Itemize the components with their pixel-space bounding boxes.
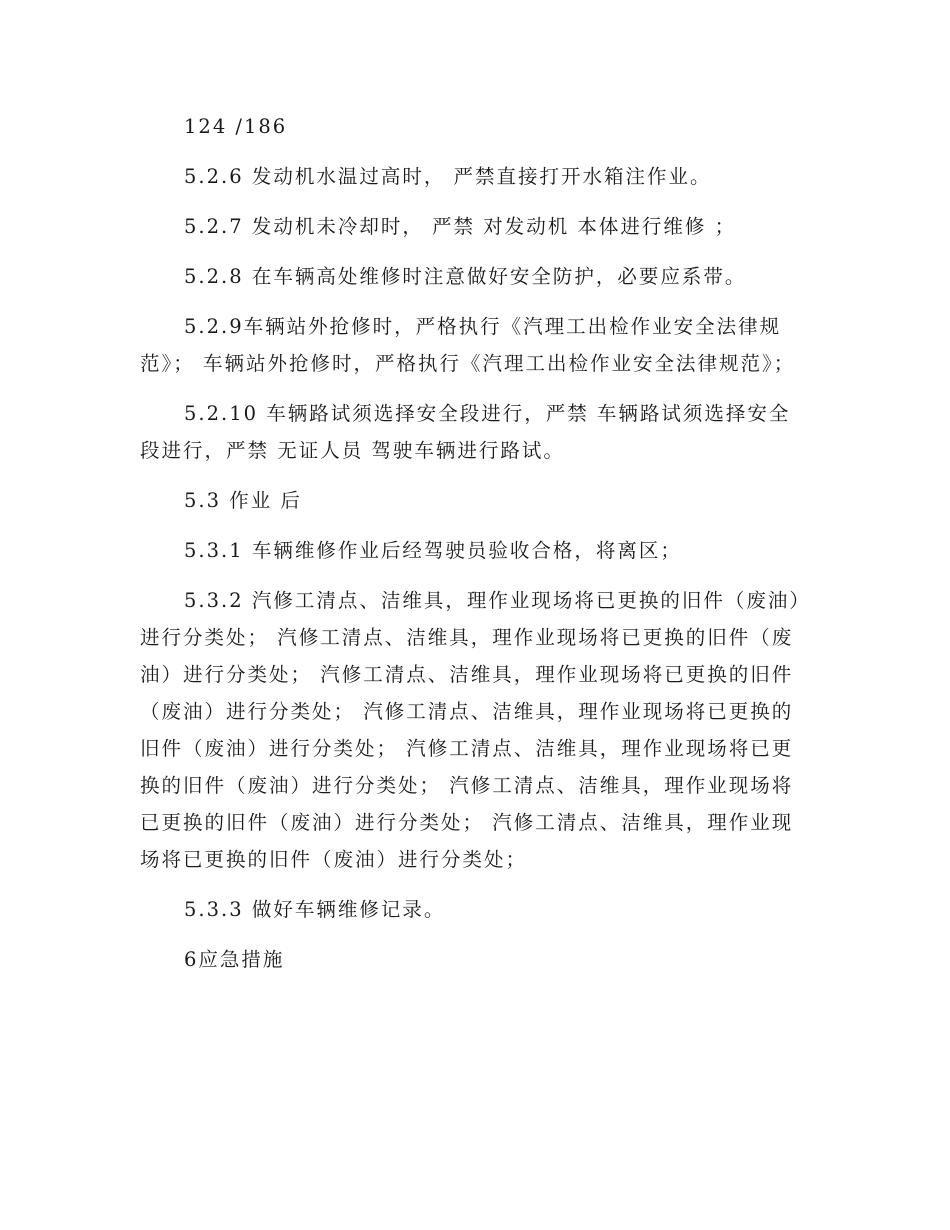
paragraph-5-2-10: 5.2.10 车辆路试须选择安全段进行，严禁 车辆路试须选择安全段进行，严禁 无证人员 驾驶车辆进行路试。 <box>140 402 791 462</box>
paragraph-5-3-2: 5.3.2 汽修工清点、洁维具，理作业现场将已更换的旧件（废油）进行分类处； 汽修工清点、洁维具，理作业现场将已更换的旧件（废油）进行分类处； 汽修工清点、洁维具，理作业现场将已更换的旧件（废油）进行分类处； 汽修工清点、洁维具，理作业现场将已更换的旧件（废油）进行分类处； 汽修工清点、洁维具，理作业现场将已更换的旧件（废油）进行分类处； 汽修工清点、洁维具，理作业现场将已更换的旧件（废油）进行分类处； 汽修工清点、洁维具，理作业现场将已更换的旧件（废油）进行分类处； <box>140 589 802 871</box>
section-heading-6: 6应急措施 <box>184 948 285 971</box>
paragraph-5-2-6: 5.2.6 发动机水温过高时， 严禁直接打开水箱注作业。 <box>184 165 712 188</box>
paragraph-5-3-3: 5.3.3 做好车辆维修记录。 <box>184 898 446 921</box>
paragraph-5-2-9: 5.2.9车辆站外抢修时，严格执行《汽理工出检作业安全法律规范》； 车辆站外抢修时，严格执行《汽理工出检作业安全法律规范》； <box>140 315 796 375</box>
paragraph-5-2-7: 5.2.7 发动机未冷却时， 严禁 对发动机 本体进行维修 ； <box>184 215 737 238</box>
section-heading-5-3: 5.3 作业 后 <box>184 489 302 512</box>
document-body <box>140 108 810 991</box>
paragraph-5-3-1: 5.3.1 车辆维修作业后经驾驶员验收合格，将离区； <box>184 539 682 562</box>
paragraph-5-2-8: 5.2.8 在车辆高处维修时注意做好安全防护，必要应系带。 <box>184 265 747 288</box>
page-number: 124 /186 <box>184 115 288 138</box>
